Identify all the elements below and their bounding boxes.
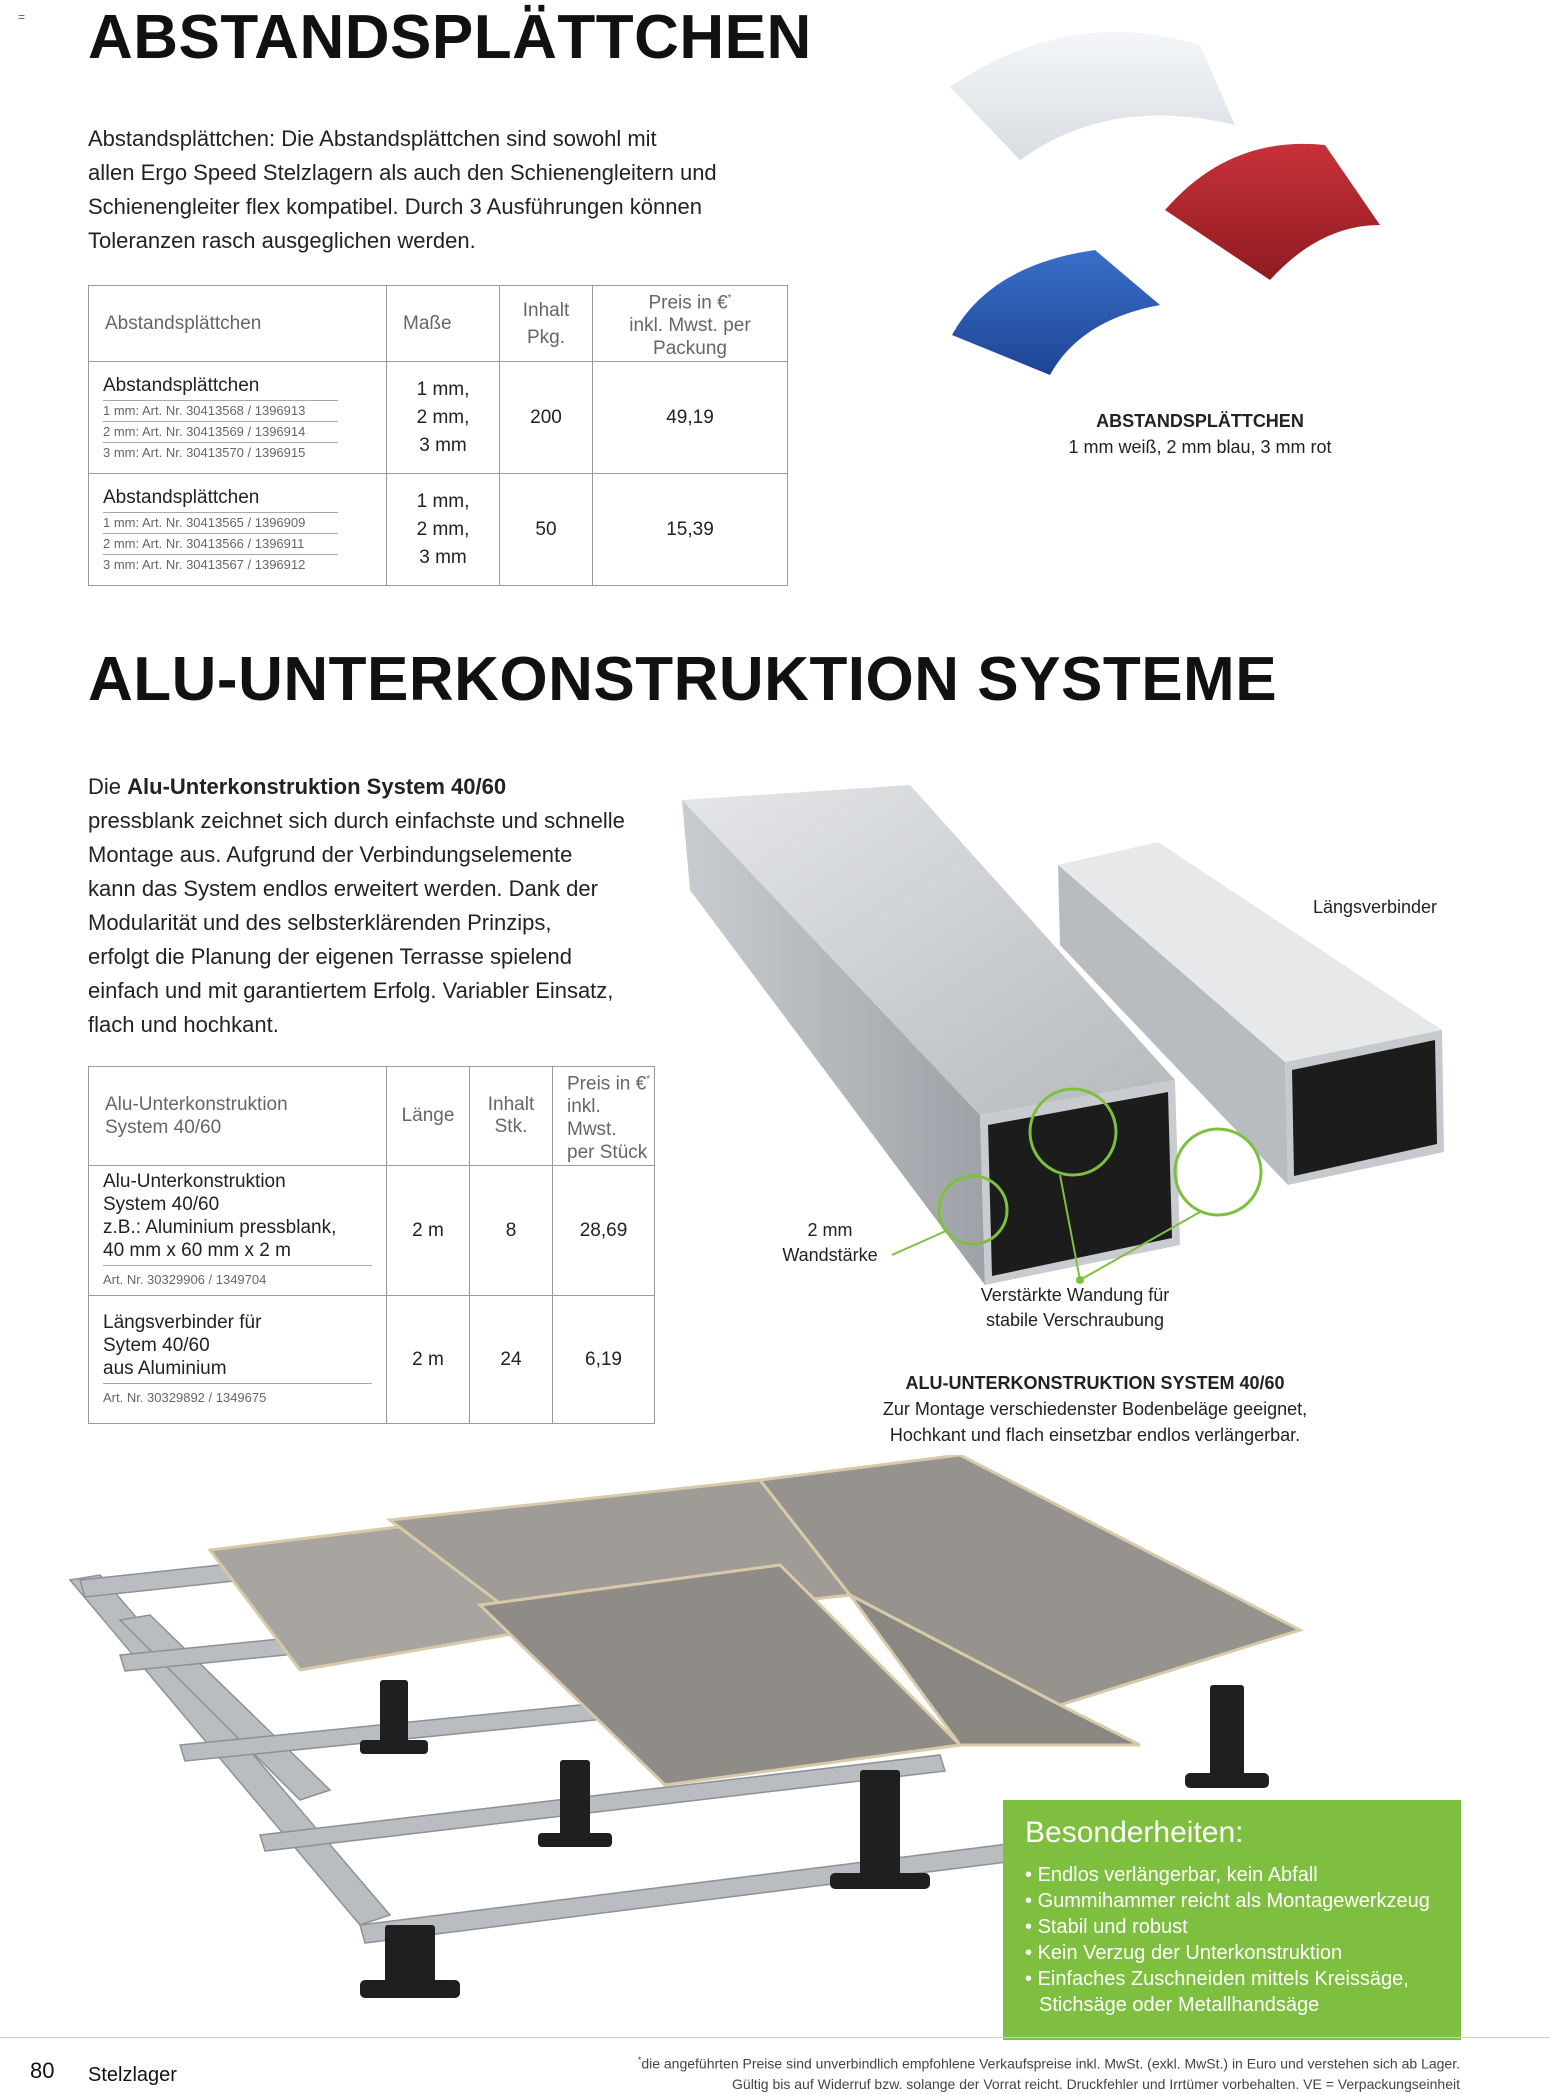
intro-line: allen Ergo Speed Stelzlagern als auch den Schienengleitern und	[88, 160, 717, 185]
row-length: 2 m	[387, 1296, 470, 1424]
row-name-line: Alu-Unterkonstruktion	[103, 1171, 286, 1193]
row-name-line: aus Aluminium	[103, 1357, 227, 1379]
row-name-cell	[89, 1296, 387, 1424]
spacer-table	[88, 285, 788, 586]
blue-plate	[952, 250, 1160, 375]
pointer-line	[892, 1230, 948, 1255]
row-length: 2 m	[387, 1166, 470, 1296]
row-inhalt: 50	[500, 474, 593, 586]
red-plate	[1165, 144, 1380, 280]
table-row	[89, 1296, 655, 1424]
row-preis: 49,19	[593, 362, 788, 474]
table-row	[89, 362, 788, 474]
header-qty	[470, 1067, 553, 1166]
intro-line: kann das System endlos erweitert werden. Dank der	[88, 876, 598, 901]
feature-item: • Gummihammer reicht als Montagewerkzeug	[1025, 1890, 1430, 1912]
masse-line: 1 mm,	[416, 378, 470, 400]
section2-intro	[88, 770, 688, 1042]
row-masse	[387, 362, 500, 474]
header-name-l1: Alu-Unterkonstruktion	[105, 1094, 288, 1116]
header-price	[553, 1067, 655, 1166]
section1-intro	[88, 122, 888, 258]
row-preis: 15,39	[593, 474, 788, 586]
masse-line: 2 mm,	[416, 406, 470, 428]
intro-line-first: Die Alu-Unterkonstruktion System 40/60	[88, 774, 507, 799]
row-art: Art. Nr. 30329892 / 1349675	[103, 1383, 372, 1409]
row-name-line: z.B.: Aluminium pressblank,	[103, 1217, 337, 1239]
row-name-cell	[89, 474, 387, 586]
header-inhalt-l2: Pkg.	[526, 326, 566, 348]
row-art: 3 mm: Art. Nr. 30413570 / 1396915	[103, 442, 338, 460]
table-header-row	[89, 286, 788, 362]
footer-divider	[0, 2037, 1550, 2038]
header-price-l2: inkl. Mwst.	[567, 1096, 617, 1141]
table-row	[89, 1166, 655, 1296]
plates-caption-text: 1 mm weiß, 2 mm blau, 3 mm rot	[1068, 437, 1332, 457]
row-inhalt: 200	[500, 362, 593, 474]
masse-line: 2 mm,	[416, 518, 470, 540]
row-name: Abstandsplättchen	[103, 487, 260, 509]
row-masse	[387, 474, 500, 586]
row-name-line: Längsverbinder für	[103, 1311, 262, 1333]
intro-line: flach und hochkant.	[88, 1012, 279, 1037]
footer-section-name: Stelzlager	[88, 2064, 177, 2086]
feature-item: • Kein Verzug der Unterkonstruktion	[1025, 1942, 1343, 1964]
plates-caption-title: ABSTANDSPLÄTTCHEN	[1096, 411, 1304, 431]
features-list	[1025, 1862, 1439, 2018]
page-number: 80	[30, 2058, 55, 2083]
section2-title: ALU-UNTERKONSTRUKTION SYSTEME	[88, 645, 1278, 714]
label-wall-thickness	[770, 1218, 890, 1268]
intro-line: Montage aus. Aufgrund der Verbindungselemente	[88, 842, 573, 867]
row-name: Abstandsplättchen	[103, 375, 260, 397]
label-reinforced-line: stabile Verschraubung	[985, 1310, 1165, 1330]
intro-line: Abstandsplättchen: Die Abstandsplättchen sind sowohl mit	[88, 126, 657, 151]
section1-title: ABSTANDSPLÄTTCHEN	[88, 3, 812, 72]
row-art: 1 mm: Art. Nr. 30413565 / 1396909	[103, 512, 338, 530]
alu-caption-title: ALU-UNTERKONSTRUKTION SYSTEM 40/60	[905, 1373, 1285, 1393]
spacer-plates-image	[930, 25, 1470, 385]
alu-table	[88, 1066, 655, 1424]
label-reinforced	[955, 1283, 1195, 1333]
alu-caption-line: Zur Montage verschiedenster Bodenbeläge geeignet,	[882, 1399, 1308, 1419]
header-price-l3: per Stück	[567, 1142, 648, 1164]
feature-item: • Stabil und robust	[1025, 1916, 1188, 1938]
row-name-line: 40 mm x 60 mm x 2 m	[103, 1240, 291, 1262]
feature-item: • Einfaches Zuschneiden mittels Kreissäge, Stichsäge oder Metallhandsäge	[1025, 1968, 1409, 2016]
header-inhalt-l1: Inhalt	[522, 299, 570, 321]
header-qty-l2: Stk.	[494, 1116, 528, 1138]
intro-line: einfach und mit garantiertem Erfolg. Variabler Einsatz,	[88, 978, 614, 1003]
intro-line: pressblank zeichnet sich durch einfachste und schnelle	[88, 808, 625, 833]
masse-line: 3 mm	[419, 434, 467, 456]
footer-note-line: Gültig bis auf Widerruf bzw. solange der Vorrat reicht. Druckfehler und Irrtümer vorbehalten. VE = Verpackungseinheit	[732, 2075, 1460, 2092]
intro-line: Modularität und des selbsterklärenden Prinzips,	[88, 910, 552, 935]
features-title: Besonderheiten:	[1025, 1816, 1244, 1849]
masse-line: 3 mm	[419, 546, 467, 568]
table-header-row	[89, 1067, 655, 1166]
label-wall-line: 2 mm	[807, 1220, 853, 1240]
header-name-l2: System 40/60	[105, 1117, 222, 1139]
footer-note-line: *die angeführten Preise sind unverbindlich empfohlene Verkaufspreise inkl. MwSt. (exkl. MwSt.) in Euro und verstehen sich ab Lager.	[637, 2055, 1460, 2072]
intro-line: Schienengleiter flex kompatibel. Durch 3 Ausführungen können	[88, 194, 702, 219]
label-connector: Längsverbinder	[1312, 897, 1438, 917]
label-reinforced-line: Verstärkte Wandung für	[980, 1285, 1170, 1305]
row-qty: 8	[470, 1166, 553, 1296]
alu-caption-line: Hochkant und flach einsetzbar endlos verlängerbar.	[889, 1425, 1301, 1445]
top-mark: =	[18, 10, 26, 24]
intro-line: erfolgt die Planung der eigenen Terrasse spielend	[88, 944, 572, 969]
header-preis-l1: Preis in €*	[648, 292, 732, 314]
header-length: Länge	[387, 1067, 470, 1166]
masse-line: 1 mm,	[416, 490, 470, 512]
row-name-cell	[89, 1166, 387, 1296]
features-box	[1003, 1800, 1461, 2040]
label-wall-line: Wandstärke	[782, 1245, 878, 1265]
header-name	[89, 1067, 387, 1166]
row-name-cell	[89, 362, 387, 474]
header-name: Abstandsplättchen	[89, 286, 387, 362]
alu-caption	[855, 1370, 1335, 1448]
header-masse: Maße	[387, 286, 500, 362]
row-qty: 24	[470, 1296, 553, 1424]
row-price: 28,69	[553, 1166, 655, 1296]
header-qty-l1: Inhalt	[487, 1094, 535, 1116]
row-art: 2 mm: Art. Nr. 30413569 / 1396914	[103, 421, 338, 439]
white-plate	[950, 32, 1235, 160]
row-price: 6,19	[553, 1296, 655, 1424]
row-name-line: Sytem 40/60	[103, 1334, 210, 1356]
header-price-l1: Preis in €*	[567, 1073, 651, 1095]
highlight-circle	[1175, 1129, 1261, 1215]
header-preis	[593, 286, 788, 362]
feature-item: • Endlos verlängerbar, kein Abfall	[1025, 1864, 1318, 1886]
row-name-line: System 40/60	[103, 1194, 220, 1216]
footer-note	[520, 2050, 1460, 2094]
plates-caption	[1020, 408, 1380, 460]
row-art: Art. Nr. 30329906 / 1349704	[103, 1265, 372, 1291]
intro-line: Toleranzen rasch ausgeglichen werden.	[88, 228, 476, 253]
row-art: 1 mm: Art. Nr. 30413568 / 1396913	[103, 400, 338, 418]
header-preis-l2: inkl. Mwst. per Packung	[629, 315, 751, 360]
table-row	[89, 474, 788, 586]
row-art: 2 mm: Art. Nr. 30413566 / 1396911	[103, 533, 338, 551]
row-art: 3 mm: Art. Nr. 30413567 / 1396912	[103, 554, 338, 572]
header-inhalt	[500, 286, 593, 362]
